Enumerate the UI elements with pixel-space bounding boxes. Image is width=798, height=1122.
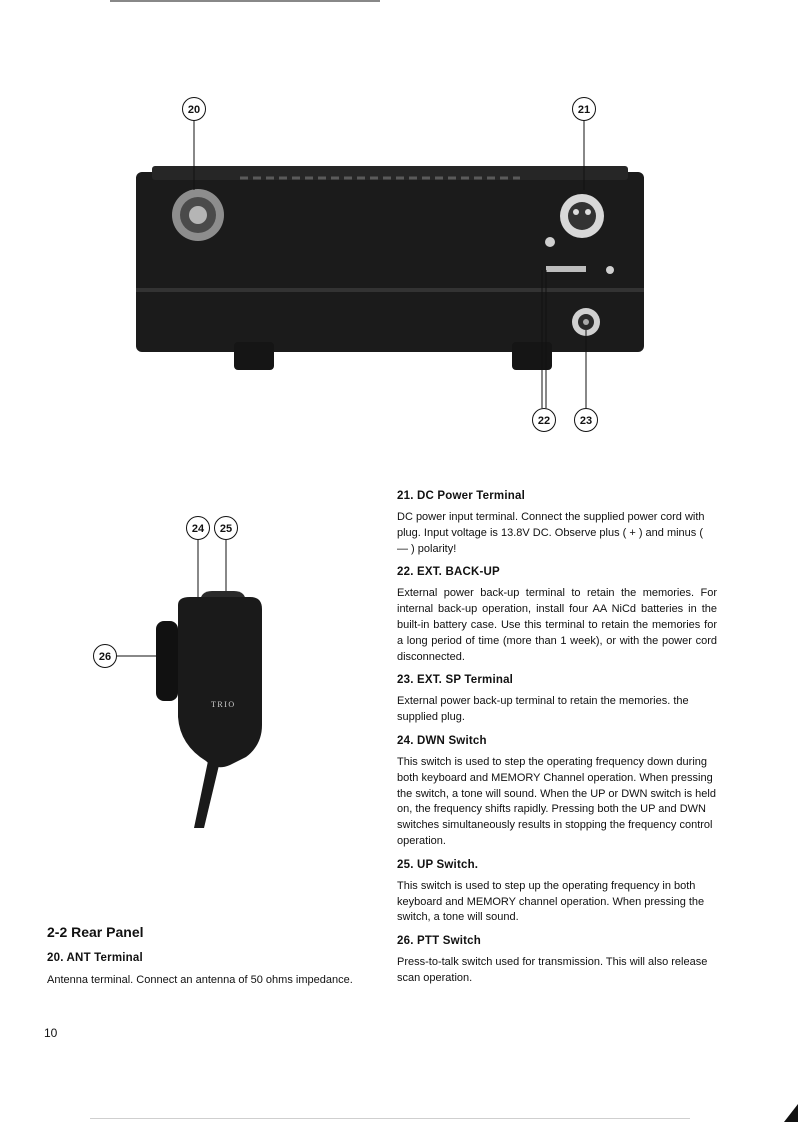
item-23-body: External power back-up terminal to retain the memories. the supplied plug. (397, 695, 689, 724)
callout-20: 20 (182, 97, 206, 121)
item-21-heading: 21. DC Power Terminal (397, 490, 525, 502)
item-26-heading: 26. PTT Switch (397, 935, 481, 948)
item-21-body: DC power input terminal. Connect the supplied power cord with plug. Input voltage is 13.8V DC. Observe plus ( + ) and minus ( — ) polarity! (397, 511, 705, 555)
callout-22: 22 (532, 408, 556, 432)
section-title: 2-2 Rear Panel (47, 924, 144, 940)
callout-25: 25 (214, 516, 238, 540)
item-26-body: Press-to-talk switch used for transmission. This will also release scan operation. (397, 956, 708, 984)
callout-21: 21 (572, 97, 596, 121)
microphone-illustration (150, 585, 280, 830)
item-20-heading: 20. ANT Terminal (47, 952, 143, 964)
callout-23: 23 (574, 408, 598, 432)
bottom-scan-line (90, 1118, 690, 1119)
mic-brand-label: TRIO (211, 700, 236, 709)
item-25-heading: 25. UP Switch. (397, 858, 479, 871)
item-22-heading: 22. EXT. BACK-UP (397, 566, 500, 579)
item-25-body: This switch is used to step up the operating frequency in both keyboard and MEMORY channel operation. When pressing the switch, a tone will sound. (397, 879, 705, 924)
item-24-heading: 24. DWN Switch (397, 734, 487, 747)
item-22-body: External power back-up terminal to retain the memories. For internal back-up operation, install four AA NiCd batteries in the built-in battery case. Use this terminal to retain the memories for a long period of time (more than 1 week), or with the power cord disconnected. (397, 587, 717, 663)
item-20-body: Antenna terminal. Connect an antenna of 50 ohms impedance. (47, 974, 353, 986)
callout-24: 24 (186, 516, 210, 540)
microphone-figure (150, 585, 280, 830)
right-column (397, 490, 717, 987)
page-number: 10 (44, 1026, 58, 1040)
item-24-body: This switch is used to step the operating frequency down during both keyboard and MEMORY Channel operation. When pressing the switch, a tone will sound. When the UP or DWN switch is held on, the frequency shifts rapidly. Pressing both the UP and DWN switches simultaneously results in stopping the frequency control operation. (397, 755, 716, 847)
item-23-heading: 23. EXT. SP Terminal (397, 674, 514, 687)
callout-26: 26 (93, 644, 117, 668)
